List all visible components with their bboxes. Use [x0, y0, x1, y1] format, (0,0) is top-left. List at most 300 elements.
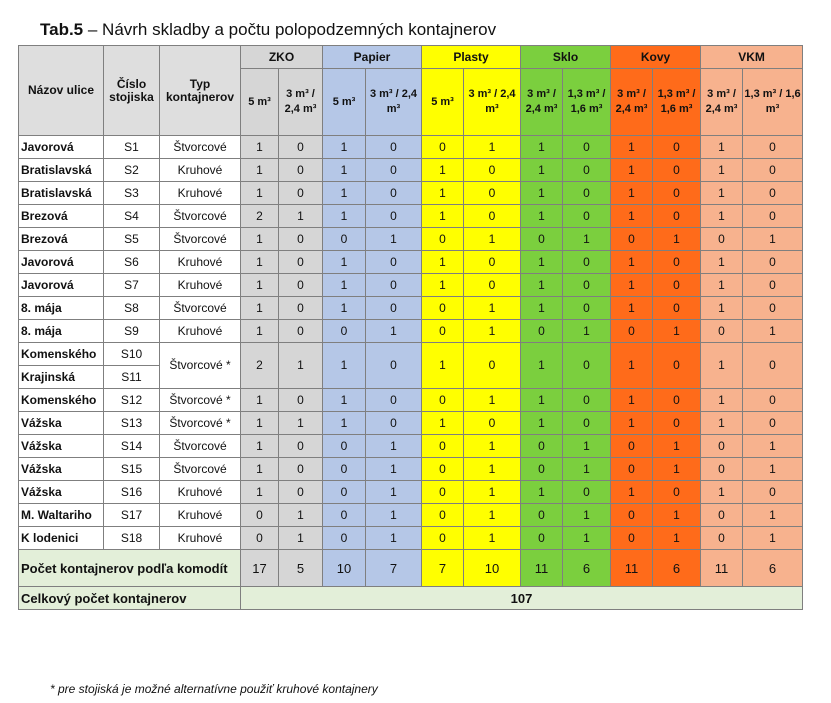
table-body-part1	[19, 136, 803, 343]
value-cell: 1	[701, 136, 743, 159]
value-cell: 1	[422, 182, 464, 205]
value-cell: 1	[521, 343, 563, 389]
stand-cell: S1	[104, 136, 160, 159]
value-cell: 0	[521, 320, 563, 343]
value-cell: 0	[323, 320, 366, 343]
value-cell: 0	[563, 274, 611, 297]
value-cell: 0	[521, 228, 563, 251]
stand-cell: S10	[104, 343, 160, 366]
total-cell: 7	[366, 550, 422, 587]
value-cell: 0	[563, 159, 611, 182]
header-type: Typ kontajnerov	[160, 46, 241, 136]
street-cell: Komenského	[19, 343, 104, 366]
value-cell: 0	[743, 481, 803, 504]
value-cell: 0	[422, 136, 464, 159]
value-cell: 0	[521, 504, 563, 527]
total-cell: 6	[563, 550, 611, 587]
value-cell: 1	[241, 159, 279, 182]
value-cell: 1	[521, 412, 563, 435]
total-cell: 17	[241, 550, 279, 587]
subheader-cell: 3 m³ / 2,4 m³	[701, 69, 743, 136]
value-cell: 0	[464, 251, 521, 274]
value-cell: 0	[653, 182, 701, 205]
header-zko: ZKO	[241, 46, 323, 69]
value-cell: 1	[422, 251, 464, 274]
value-cell: 1	[563, 228, 611, 251]
type-cell: Kruhové	[160, 320, 241, 343]
value-cell: 0	[323, 504, 366, 527]
value-cell: 0	[366, 251, 422, 274]
value-cell: 1	[366, 458, 422, 481]
header-plasty: Plasty	[422, 46, 521, 69]
table-row	[19, 343, 803, 366]
value-cell: 1	[611, 182, 653, 205]
value-cell: 1	[743, 320, 803, 343]
stand-cell: S8	[104, 297, 160, 320]
value-cell: 0	[521, 435, 563, 458]
stand-cell: S4	[104, 205, 160, 228]
value-cell: 0	[743, 251, 803, 274]
value-cell: 0	[521, 458, 563, 481]
value-cell: 1	[521, 297, 563, 320]
subheader-cell: 1,3 m³ / 1,6 m³	[653, 69, 701, 136]
value-cell: 1	[701, 297, 743, 320]
value-cell: 0	[611, 320, 653, 343]
value-cell: 1	[563, 435, 611, 458]
value-cell: 0	[279, 251, 323, 274]
subheader-cell: 5 m³	[422, 69, 464, 136]
total-cell: 11	[611, 550, 653, 587]
value-cell: 1	[279, 205, 323, 228]
header-stand: Číslo stojiska	[104, 46, 160, 136]
type-cell: Štvorcové	[160, 297, 241, 320]
table-row	[19, 274, 803, 297]
value-cell: 0	[422, 458, 464, 481]
table-row	[19, 136, 803, 159]
total-cell: 6	[653, 550, 701, 587]
value-cell: 1	[653, 458, 701, 481]
type-cell: Kruhové	[160, 504, 241, 527]
value-cell: 1	[279, 343, 323, 389]
table-row	[19, 297, 803, 320]
grand-total-value: 107	[241, 587, 803, 610]
value-cell: 0	[563, 389, 611, 412]
value-cell: 0	[366, 389, 422, 412]
value-cell: 1	[279, 412, 323, 435]
value-cell: 1	[701, 389, 743, 412]
value-cell: 1	[241, 274, 279, 297]
street-cell: Vážska	[19, 458, 104, 481]
stand-cell: S13	[104, 412, 160, 435]
street-cell: Krajinská	[19, 366, 104, 389]
value-cell: 1	[521, 274, 563, 297]
value-cell: 0	[653, 481, 701, 504]
value-cell: 1	[241, 389, 279, 412]
value-cell: 1	[323, 159, 366, 182]
value-cell: 0	[653, 412, 701, 435]
value-cell: 1	[701, 274, 743, 297]
table-row	[19, 458, 803, 481]
value-cell: 1	[366, 504, 422, 527]
type-cell: Kruhové	[160, 159, 241, 182]
value-cell: 1	[366, 228, 422, 251]
value-cell: 0	[279, 481, 323, 504]
total-cell: 6	[743, 550, 803, 587]
value-cell: 1	[611, 205, 653, 228]
value-cell: 1	[653, 504, 701, 527]
value-cell: 0	[279, 136, 323, 159]
value-cell: 1	[241, 458, 279, 481]
value-cell: 1	[464, 297, 521, 320]
value-cell: 0	[422, 481, 464, 504]
value-cell: 1	[563, 320, 611, 343]
value-cell: 0	[743, 136, 803, 159]
value-cell: 0	[422, 297, 464, 320]
value-cell: 1	[521, 136, 563, 159]
total-cell: 10	[464, 550, 521, 587]
value-cell: 1	[743, 504, 803, 527]
value-cell: 1	[422, 412, 464, 435]
street-cell: Vážska	[19, 435, 104, 458]
stand-cell: S7	[104, 274, 160, 297]
value-cell: 0	[653, 251, 701, 274]
grand-total-label: Celkový počet kontajnerov	[19, 587, 241, 610]
value-cell: 1	[464, 389, 521, 412]
value-cell: 1	[611, 481, 653, 504]
value-cell: 0	[701, 527, 743, 550]
street-cell: Brezová	[19, 205, 104, 228]
value-cell: 0	[743, 159, 803, 182]
value-cell: 1	[323, 343, 366, 389]
table-caption: – Návrh skladby a počtu polopodzemných kontajnerov	[83, 20, 497, 39]
header-kovy: Kovy	[611, 46, 701, 69]
value-cell: 0	[563, 481, 611, 504]
value-cell: 1	[323, 412, 366, 435]
value-cell: 1	[611, 343, 653, 389]
type-cell: Štvorcové	[160, 136, 241, 159]
value-cell: 0	[653, 136, 701, 159]
subheader-cell: 3 m³ / 2,4 m³	[366, 69, 422, 136]
value-cell: 0	[611, 527, 653, 550]
value-cell: 1	[701, 182, 743, 205]
subheader-cell: 5 m³	[323, 69, 366, 136]
value-cell: 1	[701, 412, 743, 435]
value-cell: 1	[464, 136, 521, 159]
table-foot	[19, 550, 803, 610]
group-header-row	[19, 46, 803, 69]
total-cell: 11	[521, 550, 563, 587]
value-cell: 2	[241, 205, 279, 228]
value-cell: 1	[611, 389, 653, 412]
grand-total-row	[19, 587, 803, 610]
value-cell: 1	[611, 297, 653, 320]
value-cell: 1	[279, 504, 323, 527]
value-cell: 1	[366, 527, 422, 550]
value-cell: 0	[563, 205, 611, 228]
value-cell: 1	[422, 159, 464, 182]
subheader-cell: 1,3 m³ / 1,6 m³	[743, 69, 803, 136]
type-cell: Kruhové	[160, 182, 241, 205]
street-cell: M. Waltariho	[19, 504, 104, 527]
value-cell: 1	[422, 205, 464, 228]
value-cell: 1	[701, 205, 743, 228]
value-cell: 1	[521, 481, 563, 504]
table-row	[19, 481, 803, 504]
type-cell: Štvorcové *	[160, 343, 241, 389]
value-cell: 1	[241, 435, 279, 458]
table-row	[19, 228, 803, 251]
table-row	[19, 251, 803, 274]
value-cell: 1	[241, 251, 279, 274]
street-cell: Vážska	[19, 412, 104, 435]
street-cell: Brezová	[19, 228, 104, 251]
value-cell: 0	[563, 136, 611, 159]
value-cell: 0	[611, 228, 653, 251]
total-cell: 11	[701, 550, 743, 587]
value-cell: 1	[521, 182, 563, 205]
value-cell: 1	[743, 228, 803, 251]
value-cell: 1	[323, 251, 366, 274]
value-cell: 0	[422, 527, 464, 550]
value-cell: 0	[743, 274, 803, 297]
value-cell: 0	[422, 504, 464, 527]
value-cell: 0	[563, 251, 611, 274]
value-cell: 1	[241, 182, 279, 205]
value-cell: 1	[323, 297, 366, 320]
value-cell: 0	[464, 205, 521, 228]
stand-cell: S3	[104, 182, 160, 205]
stand-cell: S16	[104, 481, 160, 504]
stand-cell: S11	[104, 366, 160, 389]
value-cell: 0	[464, 182, 521, 205]
value-cell: 1	[563, 458, 611, 481]
table-row	[19, 435, 803, 458]
value-cell: 0	[422, 320, 464, 343]
value-cell: 1	[241, 228, 279, 251]
value-cell: 0	[743, 389, 803, 412]
totals-label: Počet kontajnerov podľa komodít	[19, 550, 241, 587]
value-cell: 0	[653, 205, 701, 228]
value-cell: 1	[241, 412, 279, 435]
value-cell: 0	[743, 297, 803, 320]
value-cell: 0	[366, 159, 422, 182]
totals-row	[19, 550, 803, 587]
value-cell: 0	[241, 504, 279, 527]
value-cell: 1	[241, 481, 279, 504]
value-cell: 0	[422, 389, 464, 412]
value-cell: 0	[279, 389, 323, 412]
value-cell: 1	[464, 481, 521, 504]
value-cell: 0	[743, 343, 803, 389]
value-cell: 0	[464, 274, 521, 297]
subheader-cell: 3 m³ / 2,4 m³	[464, 69, 521, 136]
table-row	[19, 182, 803, 205]
stand-cell: S2	[104, 159, 160, 182]
value-cell: 0	[279, 297, 323, 320]
table-row	[19, 205, 803, 228]
value-cell: 0	[521, 527, 563, 550]
street-cell: Bratislavská	[19, 159, 104, 182]
type-cell: Štvorcové	[160, 205, 241, 228]
value-cell: 0	[701, 504, 743, 527]
footnote: * pre stojiská je možné alternatívne použiť kruhové kontajnery	[50, 682, 378, 696]
value-cell: 1	[521, 205, 563, 228]
street-cell: 8. mája	[19, 320, 104, 343]
street-cell: Javorová	[19, 136, 104, 159]
header-vkm: VKM	[701, 46, 803, 69]
street-cell: Javorová	[19, 274, 104, 297]
subheader-cell: 3 m³ / 2,4 m³	[521, 69, 563, 136]
header-papier: Papier	[323, 46, 422, 69]
value-cell: 0	[279, 182, 323, 205]
value-cell: 0	[279, 159, 323, 182]
table-body-part2	[19, 389, 803, 550]
value-cell: 1	[701, 251, 743, 274]
table-row	[19, 159, 803, 182]
value-cell: 1	[422, 274, 464, 297]
value-cell: 0	[701, 228, 743, 251]
value-cell: 0	[653, 343, 701, 389]
value-cell: 0	[279, 274, 323, 297]
value-cell: 1	[521, 389, 563, 412]
value-cell: 0	[653, 297, 701, 320]
value-cell: 1	[422, 343, 464, 389]
value-cell: 1	[743, 435, 803, 458]
container-table	[18, 45, 803, 610]
stand-cell: S15	[104, 458, 160, 481]
value-cell: 1	[241, 297, 279, 320]
stand-cell: S14	[104, 435, 160, 458]
type-cell: Štvorcové *	[160, 389, 241, 412]
header-street: Názov ulice	[19, 46, 104, 136]
table-row	[19, 527, 803, 550]
value-cell: 1	[464, 435, 521, 458]
value-cell: 1	[323, 274, 366, 297]
type-cell: Štvorcové	[160, 458, 241, 481]
value-cell: 1	[743, 458, 803, 481]
value-cell: 1	[611, 251, 653, 274]
type-cell: Štvorcové *	[160, 412, 241, 435]
value-cell: 0	[279, 435, 323, 458]
street-cell: 8. mája	[19, 297, 104, 320]
value-cell: 1	[611, 136, 653, 159]
value-cell: 0	[743, 412, 803, 435]
value-cell: 1	[464, 320, 521, 343]
value-cell: 1	[366, 435, 422, 458]
value-cell: 1	[521, 251, 563, 274]
value-cell: 1	[653, 435, 701, 458]
table-head	[19, 46, 803, 136]
table-row	[19, 504, 803, 527]
value-cell: 0	[653, 274, 701, 297]
value-cell: 1	[323, 389, 366, 412]
value-cell: 1	[521, 159, 563, 182]
value-cell: 1	[323, 182, 366, 205]
value-cell: 1	[279, 527, 323, 550]
value-cell: 0	[743, 182, 803, 205]
value-cell: 1	[241, 320, 279, 343]
value-cell: 1	[611, 274, 653, 297]
total-cell: 7	[422, 550, 464, 587]
value-cell: 0	[563, 343, 611, 389]
value-cell: 0	[701, 435, 743, 458]
value-cell: 0	[701, 320, 743, 343]
subheader-cell: 1,3 m³ / 1,6 m³	[563, 69, 611, 136]
value-cell: 1	[464, 527, 521, 550]
type-cell: Štvorcové	[160, 435, 241, 458]
value-cell: 0	[323, 527, 366, 550]
value-cell: 2	[241, 343, 279, 389]
value-cell: 1	[611, 412, 653, 435]
value-cell: 0	[611, 504, 653, 527]
value-cell: 0	[563, 182, 611, 205]
value-cell: 0	[366, 205, 422, 228]
value-cell: 0	[366, 297, 422, 320]
type-cell: Kruhové	[160, 251, 241, 274]
value-cell: 0	[563, 412, 611, 435]
value-cell: 1	[701, 481, 743, 504]
value-cell: 1	[653, 228, 701, 251]
value-cell: 0	[464, 343, 521, 389]
total-cell: 5	[279, 550, 323, 587]
value-cell: 0	[464, 159, 521, 182]
value-cell: 0	[743, 205, 803, 228]
stand-cell: S12	[104, 389, 160, 412]
street-cell: Komenského	[19, 389, 104, 412]
total-cell: 10	[323, 550, 366, 587]
value-cell: 0	[464, 412, 521, 435]
value-cell: 1	[563, 504, 611, 527]
value-cell: 0	[611, 458, 653, 481]
value-cell: 0	[279, 228, 323, 251]
value-cell: 0	[366, 182, 422, 205]
stand-cell: S9	[104, 320, 160, 343]
value-cell: 1	[323, 205, 366, 228]
value-cell: 1	[366, 481, 422, 504]
value-cell: 1	[653, 320, 701, 343]
value-cell: 0	[611, 435, 653, 458]
value-cell: 0	[366, 136, 422, 159]
value-cell: 0	[563, 297, 611, 320]
street-cell: K lodenici	[19, 527, 104, 550]
table-row	[19, 320, 803, 343]
value-cell: 0	[653, 159, 701, 182]
value-cell: 1	[366, 320, 422, 343]
value-cell: 0	[241, 527, 279, 550]
stand-cell: S18	[104, 527, 160, 550]
street-cell: Javorová	[19, 251, 104, 274]
value-cell: 1	[653, 527, 701, 550]
value-cell: 1	[464, 228, 521, 251]
value-cell: 1	[323, 136, 366, 159]
type-cell: Štvorcové	[160, 228, 241, 251]
stand-cell: S6	[104, 251, 160, 274]
stand-cell: S5	[104, 228, 160, 251]
street-cell: Bratislavská	[19, 182, 104, 205]
value-cell: 0	[422, 228, 464, 251]
value-cell: 0	[279, 458, 323, 481]
header-sklo: Sklo	[521, 46, 611, 69]
value-cell: 1	[701, 159, 743, 182]
value-cell: 0	[422, 435, 464, 458]
value-cell: 0	[701, 458, 743, 481]
subheader-cell: 3 m³ / 2,4 m³	[611, 69, 653, 136]
value-cell: 0	[323, 481, 366, 504]
table-body-merged	[19, 343, 803, 389]
stand-cell: S17	[104, 504, 160, 527]
subheader-cell: 3 m³ / 2,4 m³	[279, 69, 323, 136]
value-cell: 1	[241, 136, 279, 159]
